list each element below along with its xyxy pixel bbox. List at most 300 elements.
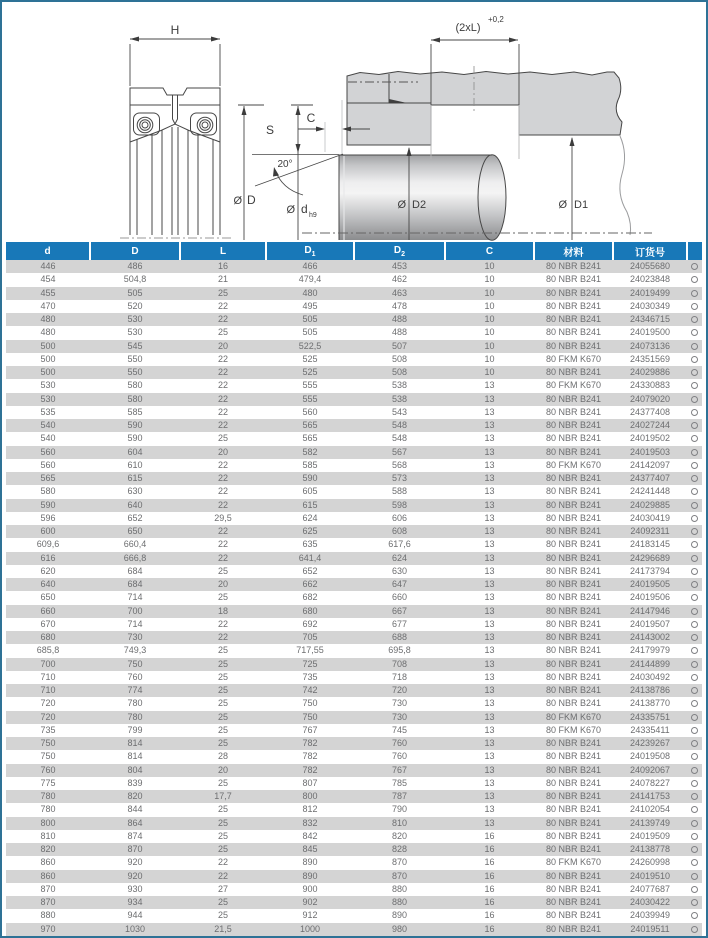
table-cell: 620 <box>40 565 56 576</box>
table-cell: 585 <box>127 406 143 417</box>
table-cell: 870 <box>40 897 56 907</box>
table-cell: 24183145 <box>629 539 671 550</box>
availability-cell <box>687 419 702 432</box>
table-cell: 24078227 <box>629 777 671 788</box>
table-cell: 16 <box>217 261 228 271</box>
table-row <box>6 525 702 538</box>
availability-cell <box>687 631 702 644</box>
table-cell: 24019503 <box>629 446 671 457</box>
availability-cell <box>687 711 702 724</box>
col-header-D: D <box>90 242 180 260</box>
table-cell: 714 <box>127 592 143 603</box>
table-cell: 750 <box>302 698 318 709</box>
table-row <box>6 366 702 379</box>
table-cell: 10 <box>484 367 495 377</box>
table-cell: 17,7 <box>214 791 232 801</box>
table-cell: 828 <box>391 844 408 854</box>
availability-circle-icon <box>691 621 698 628</box>
table-cell: 80 NBR B241 <box>545 883 602 894</box>
table-header <box>6 242 702 260</box>
table-cell: 24019500 <box>629 327 671 338</box>
table-cell: 890 <box>302 857 318 868</box>
table-cell: 860 <box>40 870 56 881</box>
table-cell: 538 <box>391 380 408 391</box>
availability-circle-icon <box>691 886 698 893</box>
availability-cell <box>687 578 702 591</box>
table-cell: 616 <box>40 552 56 563</box>
table-cell: 844 <box>127 804 143 815</box>
table-cell: 24019505 <box>629 579 671 589</box>
availability-cell <box>687 300 702 313</box>
availability-circle-icon <box>691 568 698 575</box>
col-header-d: d <box>6 242 90 260</box>
availability-circle-icon <box>691 422 698 429</box>
table-cell: 560 <box>302 406 318 417</box>
table-cell: 565 <box>302 433 318 444</box>
table-cell: 548 <box>391 433 408 444</box>
table-row <box>6 843 702 856</box>
table-cell: 24019502 <box>629 433 671 444</box>
label-2xl-tolerance: +0,2 <box>488 15 504 24</box>
table-cell: 20 <box>217 446 228 457</box>
table-cell: 486 <box>127 261 143 271</box>
table-cell: 24296689 <box>629 552 671 563</box>
table-cell: 530 <box>127 314 143 324</box>
table-cell: 500 <box>40 367 56 377</box>
table-cell: 80 NBR B241 <box>545 830 602 841</box>
table-cell: 13 <box>484 499 495 510</box>
o-ring-right <box>197 117 213 133</box>
table-cell: 790 <box>391 804 408 815</box>
table-cell: 20 <box>217 579 228 589</box>
table-cell: 13 <box>484 738 495 748</box>
table-cell: 16 <box>484 897 495 907</box>
table-cell: 799 <box>127 724 143 735</box>
availability-circle-icon <box>691 806 698 813</box>
availability-circle-icon <box>691 740 698 747</box>
table-cell: 666,8 <box>123 552 147 563</box>
table-cell: 538 <box>391 393 408 404</box>
table-row <box>6 591 702 604</box>
table-row <box>6 618 702 631</box>
table-cell: 720 <box>391 685 408 695</box>
table-cell: 25 <box>217 671 228 682</box>
table-cell: 24260998 <box>629 857 671 868</box>
availability-cell <box>687 790 702 803</box>
table-row <box>6 671 702 684</box>
table-cell: 24335411 <box>630 724 670 735</box>
table-cell: 820 <box>391 830 408 841</box>
table-cell: 504,8 <box>123 274 147 285</box>
table-row <box>6 644 702 657</box>
table-cell: 820 <box>40 844 56 854</box>
table-cell: 80 NBR B241 <box>545 897 602 907</box>
table-row <box>6 432 702 445</box>
availability-circle-icon <box>691 528 698 535</box>
table-cell: 660 <box>40 605 56 616</box>
table-cell: 80 NBR B241 <box>545 393 602 404</box>
table-row <box>6 777 702 790</box>
table-cell: 24055680 <box>629 261 671 271</box>
label-s: S <box>265 123 275 137</box>
table-cell: 22 <box>217 380 228 391</box>
table-row <box>6 565 702 578</box>
table-cell: 21,5 <box>214 923 232 934</box>
table-cell: 480 <box>40 327 56 338</box>
table-cell: 22 <box>217 618 228 629</box>
table-cell: 742 <box>302 685 318 695</box>
table-cell: 24077687 <box>629 883 671 894</box>
availability-cell <box>687 565 702 578</box>
table-cell: 25 <box>217 830 228 841</box>
table-cell: 13 <box>484 618 495 629</box>
table-cell: 80 NBR B241 <box>545 764 602 775</box>
table-cell: 782 <box>302 751 318 762</box>
availability-circle-icon <box>691 594 698 601</box>
table-cell: 507 <box>391 340 408 351</box>
table-cell: 24144899 <box>629 658 671 669</box>
availability-cell <box>687 260 702 273</box>
table-cell: 22 <box>217 367 228 377</box>
availability-cell <box>687 737 702 750</box>
table-row <box>6 512 702 525</box>
availability-cell <box>687 605 702 618</box>
table-cell: 970 <box>40 923 56 934</box>
table-cell: 750 <box>302 711 318 722</box>
table-row <box>6 459 702 472</box>
table-row <box>6 856 702 869</box>
table-row <box>6 684 702 697</box>
parts-table <box>6 242 702 936</box>
label-dia-d-sub: h9 <box>309 212 317 219</box>
table-cell: 13 <box>484 777 495 788</box>
table-cell: 13 <box>484 473 495 483</box>
table-cell: 80 NBR B241 <box>545 552 602 563</box>
availability-cell <box>687 313 702 326</box>
table-cell: 530 <box>40 393 56 404</box>
label-dia-d-symbol: Ø <box>286 204 295 216</box>
table-cell: 24039949 <box>629 910 671 921</box>
table-row <box>6 870 702 883</box>
table-cell: 745 <box>391 724 408 735</box>
table-cell: 880 <box>391 897 408 907</box>
table-row <box>6 273 702 286</box>
table-cell: 24030419 <box>629 512 671 523</box>
table-cell: 13 <box>484 433 495 444</box>
col-header-order-number: 订货号 <box>613 242 687 260</box>
table-cell: 670 <box>40 618 56 629</box>
table-row <box>6 790 702 803</box>
table-cell: 800 <box>302 791 318 801</box>
table-cell: 80 NBR B241 <box>545 539 602 550</box>
table-cell: 80 NBR B241 <box>545 287 602 298</box>
availability-cell <box>687 525 702 538</box>
table-row <box>6 883 702 896</box>
availability-circle-icon <box>691 382 698 389</box>
table-cell: 767 <box>302 724 318 735</box>
availability-cell <box>687 697 702 710</box>
table-cell: 870 <box>391 857 408 868</box>
table-cell: 505 <box>302 327 318 338</box>
table-row <box>6 711 702 724</box>
availability-circle-icon <box>691 687 698 694</box>
table-cell: 750 <box>127 658 143 669</box>
table-cell: 24377408 <box>629 406 671 417</box>
table-cell: 22 <box>217 539 228 550</box>
table-cell: 24092311 <box>630 526 670 536</box>
table-cell: 25 <box>217 804 228 815</box>
table-cell: 22 <box>217 459 228 470</box>
availability-circle-icon <box>691 515 698 522</box>
table-cell: 25 <box>217 327 228 338</box>
table-cell: 608 <box>391 526 408 536</box>
label-dia-D: D <box>247 193 256 207</box>
table-cell: 80 NBR B241 <box>545 473 602 483</box>
availability-circle-icon <box>691 449 698 456</box>
table-cell: 16 <box>484 923 495 934</box>
table-cell: 16 <box>484 870 495 881</box>
availability-circle-icon <box>691 316 698 323</box>
table-cell: 630 <box>391 565 408 576</box>
table-cell: 80 NBR B241 <box>545 605 602 616</box>
table-row <box>6 697 702 710</box>
table-cell: 24147946 <box>629 605 671 616</box>
label-dia-D-symbol: Ø <box>233 195 242 207</box>
table-cell: 13 <box>484 579 495 589</box>
table-cell: 488 <box>391 327 408 338</box>
table-cell: 640 <box>127 499 143 510</box>
table-cell: 24029886 <box>629 367 671 377</box>
table-cell: 25 <box>217 910 228 921</box>
table-cell: 1030 <box>124 923 146 934</box>
table-cell: 782 <box>302 738 318 748</box>
table-cell: 13 <box>484 711 495 722</box>
table-cell: 508 <box>391 367 408 377</box>
col-header-material: 材料 <box>534 242 613 260</box>
table-cell: 24173794 <box>629 565 671 576</box>
table-cell: 870 <box>127 844 143 854</box>
table-cell: 22 <box>217 486 228 497</box>
table-cell: 446 <box>40 261 56 271</box>
table-cell: 610 <box>127 459 143 470</box>
availability-circle-icon <box>691 488 698 495</box>
table-cell: 25 <box>217 897 228 907</box>
table-cell: 13 <box>484 671 495 682</box>
table-cell: 80 NBR B241 <box>545 870 602 881</box>
table-cell: 522,5 <box>298 340 322 351</box>
table-cell: 80 NBR B241 <box>545 791 602 801</box>
table-cell: 27 <box>217 883 228 894</box>
label-dia-D1-symbol: Ø <box>558 199 567 211</box>
col-header-availability <box>687 242 702 260</box>
table-cell: 582 <box>302 446 318 457</box>
table-cell: 80 NBR B241 <box>545 579 602 589</box>
dim-h <box>130 37 220 87</box>
table-cell: 80 NBR B241 <box>545 632 602 642</box>
table-cell: 455 <box>40 287 56 298</box>
housing-body <box>347 72 622 146</box>
table-cell: 13 <box>484 420 495 430</box>
availability-circle-icon <box>691 634 698 641</box>
table-cell: 80 NBR B241 <box>545 618 602 629</box>
table-row <box>6 803 702 816</box>
availability-cell <box>687 923 702 936</box>
table-cell: 730 <box>391 711 408 722</box>
availability-circle-icon <box>691 767 698 774</box>
table-cell: 760 <box>127 671 143 682</box>
table-cell: 548 <box>391 420 408 430</box>
table-cell: 810 <box>40 830 56 841</box>
availability-circle-icon <box>691 647 698 654</box>
availability-circle-icon <box>691 502 698 509</box>
table-cell: 24239267 <box>629 738 671 748</box>
table-cell: 22 <box>217 632 228 642</box>
table-cell: 13 <box>484 791 495 801</box>
table-cell: 24029885 <box>629 499 671 510</box>
table-cell: 13 <box>484 565 495 576</box>
table-cell: 20 <box>217 764 228 775</box>
table-cell: 800 <box>40 817 56 828</box>
table-cell: 13 <box>484 764 495 775</box>
availability-circle-icon <box>691 555 698 562</box>
table-cell: 16 <box>484 883 495 894</box>
shaft <box>339 155 506 241</box>
availability-circle-icon <box>691 899 698 906</box>
table-cell: 730 <box>391 698 408 709</box>
availability-circle-icon <box>691 700 698 707</box>
table-cell: 80 NBR B241 <box>545 406 602 417</box>
table-cell: 652 <box>127 512 143 523</box>
table-row <box>6 260 702 273</box>
availability-cell <box>687 618 702 631</box>
availability-circle-icon <box>691 541 698 548</box>
table-cell: 24019510 <box>629 870 671 881</box>
table-cell: 454 <box>40 274 56 285</box>
dim-d1 <box>570 137 575 240</box>
availability-cell <box>687 671 702 684</box>
availability-cell <box>687 883 702 896</box>
table-cell: 22 <box>217 857 228 868</box>
table-cell: 870 <box>391 870 408 881</box>
table-row <box>6 896 702 909</box>
table-cell: 710 <box>40 685 56 695</box>
table-cell: 80 NBR B241 <box>545 486 602 497</box>
label-angle: 20° <box>277 159 293 170</box>
table-cell: 555 <box>302 393 318 404</box>
table-cell: 24141753 <box>629 791 671 801</box>
table-cell: 660 <box>391 592 408 603</box>
table-cell: 24030422 <box>629 897 671 907</box>
table-cell: 25 <box>217 724 228 735</box>
table-cell: 692 <box>302 618 318 629</box>
table-cell: 24019511 <box>630 923 670 934</box>
table-cell: 80 FKM K670 <box>545 711 602 722</box>
table-row <box>6 724 702 737</box>
table-cell: 22 <box>217 353 228 364</box>
table-cell: 530 <box>40 380 56 391</box>
availability-cell <box>687 552 702 565</box>
table-cell: 80 NBR B241 <box>545 433 602 444</box>
table-cell: 80 NBR B241 <box>545 923 602 934</box>
table-cell: 680 <box>40 632 56 642</box>
table-cell: 25 <box>217 287 228 298</box>
table-cell: 10 <box>484 300 495 311</box>
table-cell: 710 <box>40 671 56 682</box>
table-cell: 615 <box>127 473 143 483</box>
availability-circle-icon <box>691 674 698 681</box>
table-cell: 890 <box>302 870 318 881</box>
table-row <box>6 830 702 843</box>
availability-cell <box>687 870 702 883</box>
availability-circle-icon <box>691 462 698 469</box>
table-cell: 25 <box>217 645 228 656</box>
availability-circle-icon <box>691 793 698 800</box>
availability-circle-icon <box>691 290 698 297</box>
table-cell: 787 <box>391 791 408 801</box>
availability-circle-icon <box>691 846 698 853</box>
table-cell: 640 <box>40 579 56 589</box>
table-cell: 860 <box>40 857 56 868</box>
table-cell: 24143002 <box>629 632 671 642</box>
table-cell: 80 NBR B241 <box>545 300 602 311</box>
table-cell: 874 <box>127 830 143 841</box>
availability-cell <box>687 777 702 790</box>
availability-cell <box>687 459 702 472</box>
table-cell: 13 <box>484 486 495 497</box>
table-row <box>6 499 702 512</box>
table-cell: 13 <box>484 380 495 391</box>
table-cell: 775 <box>40 777 56 788</box>
label-2xl: (2xL) <box>455 22 481 34</box>
table-cell: 495 <box>302 300 318 311</box>
table-cell: 462 <box>391 274 408 285</box>
table-row <box>6 472 702 485</box>
availability-cell <box>687 764 702 777</box>
availability-cell <box>687 446 702 459</box>
table-cell: 10 <box>484 327 495 338</box>
table-cell: 80 NBR B241 <box>545 685 602 695</box>
table-cell: 543 <box>391 406 408 417</box>
table-cell: 24027244 <box>629 420 671 430</box>
seal-cross-section <box>120 37 232 239</box>
table-cell: 684 <box>127 565 143 576</box>
table-row <box>6 817 702 830</box>
table-cell: 508 <box>391 353 408 364</box>
label-h: H <box>170 23 180 37</box>
table-cell: 705 <box>302 632 318 642</box>
table-cell: 80 FKM K670 <box>545 353 602 364</box>
table-cell: 28 <box>217 751 228 762</box>
table-cell: 24102054 <box>629 804 671 815</box>
table-cell: 24019508 <box>629 751 671 762</box>
table-cell: 750 <box>40 738 56 748</box>
table-cell: 920 <box>127 857 143 868</box>
table-cell: 80 NBR B241 <box>545 844 602 854</box>
availability-circle-icon <box>691 753 698 760</box>
o-ring-left <box>137 117 153 133</box>
table-cell: 617,6 <box>388 539 411 550</box>
table-cell: 615 <box>302 499 318 510</box>
table-cell: 647 <box>391 579 408 589</box>
table-cell: 80 NBR B241 <box>545 738 602 748</box>
table-cell: 530 <box>127 327 143 338</box>
table-cell: 580 <box>40 486 56 497</box>
table-row <box>6 419 702 432</box>
table-cell: 785 <box>391 777 408 788</box>
table-cell: 24179979 <box>629 645 671 656</box>
table-cell: 624 <box>391 552 408 563</box>
availability-circle-icon <box>691 356 698 363</box>
